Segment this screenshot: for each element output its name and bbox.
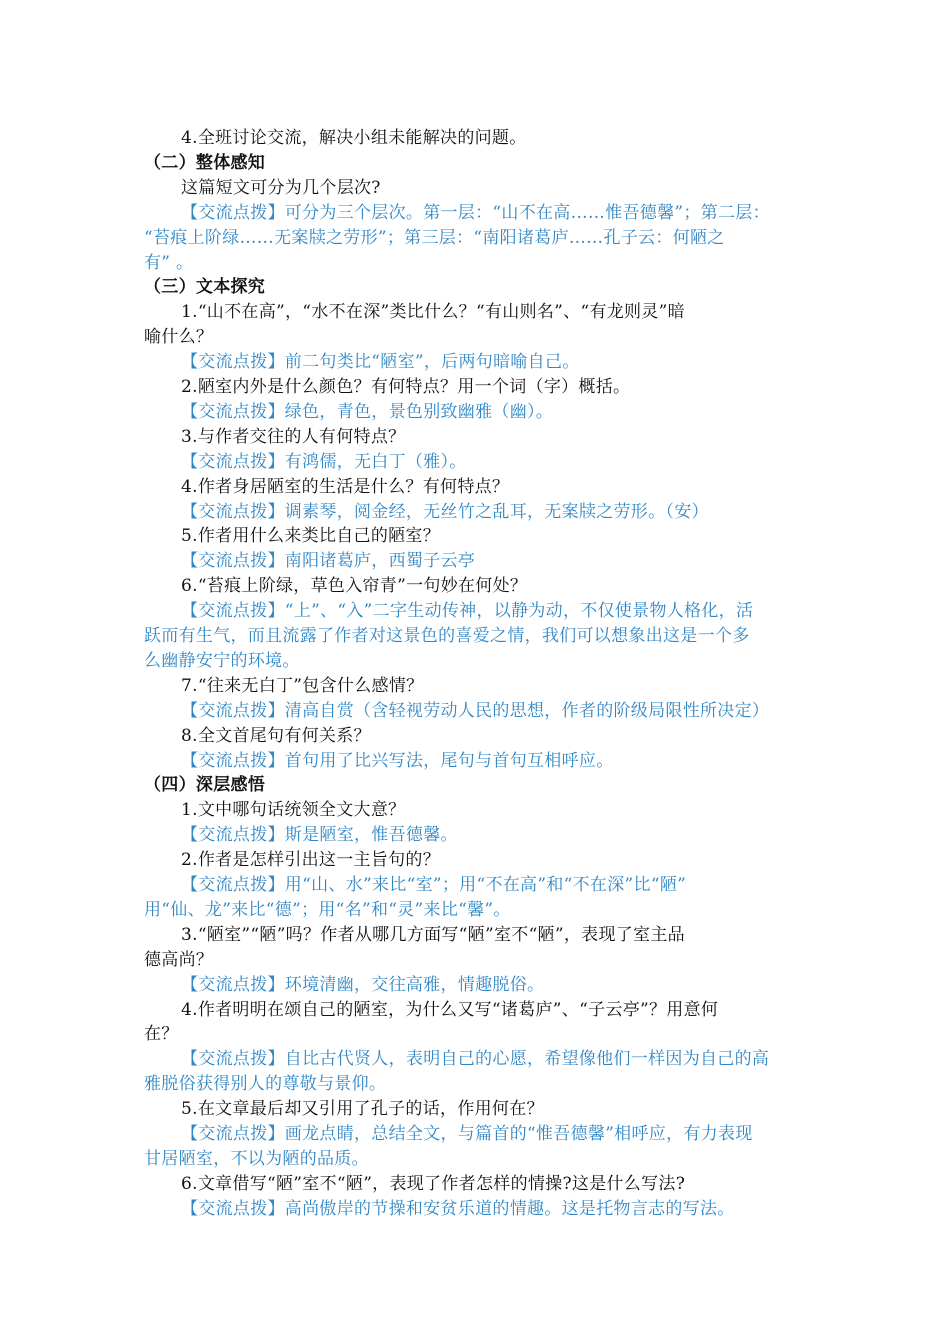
question-line: 6.文章借写“陋”室不“陋”，表现了作者怎样的情操?这是什么写法? <box>181 1173 686 1194</box>
section-heading: （二）整体感知 <box>144 152 266 173</box>
answer-line: 有” 。 <box>144 252 194 273</box>
answer-line: 【交流点拨】“上”、“入”二字生动传神，以静为动，不仅使景物人格化，活 <box>181 601 754 622</box>
question-line: 德高尚？ <box>144 949 214 970</box>
answer-line: 【交流点拨】南阳诸葛庐，西蜀子云亭 <box>181 551 476 572</box>
question-line: 8.全文首尾句有何关系？ <box>181 725 371 746</box>
answer-line: 【交流点拨】绿色，青色，景色别致幽雅（幽）。 <box>181 401 554 422</box>
answer-line: 用“仙、龙”来比“德”；用“名”和“灵”来比“馨”。 <box>144 899 511 920</box>
answer-line: 【交流点拨】画龙点睛，总结全文，与篇首的“惟吾德馨”相呼应，有力表现 <box>181 1124 753 1144</box>
answer-line: 么幽静安宁的环境。 <box>144 650 300 671</box>
question-line: 这篇短文可分为几个层次? <box>181 177 381 198</box>
question-line: 3.“陋室”“陋”吗？作者从哪几方面写“陋”室不“陋”，表现了室主品 <box>181 924 685 945</box>
answer-line: 雅脱俗获得别人的尊敬与景仰。 <box>144 1074 387 1095</box>
question-line: 6.“苔痕上阶绿，草色入帘青”一句妙在何处？ <box>181 576 528 597</box>
answer-line: 【交流点拨】斯是陋室，惟吾德馨。 <box>181 825 458 846</box>
question-line: 2.陋室内外是什么颜色？有何特点？用一个词（字）概括。 <box>181 377 631 397</box>
answer-line: 【交流点拨】有鸿儒，无白丁（雅）。 <box>181 451 467 472</box>
answer-line: 【交流点拨】环境清幽，交往高雅，情趣脱俗。 <box>181 974 545 995</box>
question-line: 7.“往来无白丁”包含什么感情？ <box>181 675 424 696</box>
answer-line: 跃而有生气，而且流露了作者对这景色的喜爱之情，我们可以想象出这是一个多 <box>144 626 750 646</box>
question-line: 4.作者身居陋室的生活是什么？有何特点？ <box>181 476 510 497</box>
answer-line: “苔痕上阶绿……无案牍之劳形”；第三层：“南阳诸葛庐……孔子云：何陋之 <box>144 227 725 248</box>
question-line: 4.全班讨论交流，解决小组未能解决的问题。 <box>181 128 527 148</box>
question-line: 喻什么？ <box>144 327 214 348</box>
section-heading: （三）文本探究 <box>144 277 266 298</box>
question-line: 在？ <box>144 1024 179 1045</box>
question-line: 2.作者是怎样引出这一主旨句的？ <box>181 850 441 871</box>
question-line: 1.“山不在高”，“水不在深”类比什么？“有山则名”、“有龙则灵”暗 <box>181 302 685 323</box>
answer-line: 【交流点拨】调素琴，阅金经，无丝竹之乱耳，无案牍之劳形。（安） <box>181 501 709 522</box>
question-line: 3.与作者交往的人有何特点？ <box>181 426 406 447</box>
answer-line: 甘居陋室，不以为陋的品质。 <box>144 1148 369 1169</box>
answer-line: 【交流点拨】清高自赏（含轻视劳动人民的思想，作者的阶级局限性所决定） <box>181 700 770 721</box>
question-line: 5.在文章最后却又引用了孔子的话，作用何在？ <box>181 1099 544 1120</box>
question-line: 1.文中哪句话统领全文大意？ <box>181 800 406 821</box>
question-line: 5.作者用什么来类比自己的陋室？ <box>181 526 441 547</box>
answer-line: 【交流点拨】可分为三个层次。第一层：“山不在高……惟吾德馨”；第二层： <box>181 202 770 223</box>
section-heading: （四）深层感悟 <box>144 775 266 796</box>
question-line: 4.作者明明在颂自己的陋室，为什么又写“诸葛庐”、“子云亭”？用意何 <box>181 999 719 1020</box>
answer-line: 【交流点拨】前二句类比“陋室”，后两句暗喻自己。 <box>181 352 580 373</box>
answer-line: 【交流点拨】自比古代贤人，表明自己的心愿，希望像他们一样因为自己的高 <box>181 1049 770 1070</box>
answer-line: 【交流点拨】用“山、水”来比“室”；用“不在高”和“不在深”比“陋” <box>181 875 687 895</box>
answer-line: 【交流点拨】高尚傲岸的节操和安贫乐道的情趣。这是托物言志的写法。 <box>181 1198 735 1219</box>
answer-line: 【交流点拨】首句用了比兴写法，尾句与首句互相呼应。 <box>181 750 614 771</box>
